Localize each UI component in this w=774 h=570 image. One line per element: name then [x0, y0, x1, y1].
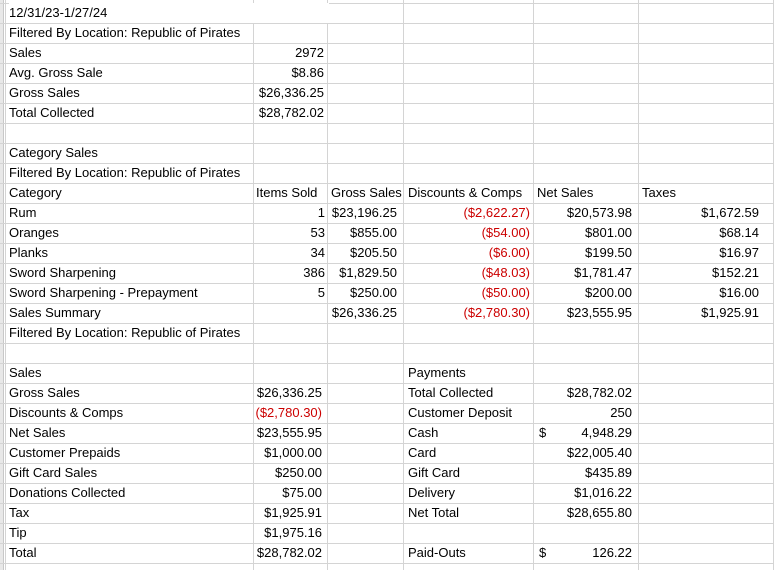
- payment-value-cell[interactable]: $22,005.40: [566, 445, 632, 460]
- taxes-cell[interactable]: $1,925.91: [701, 305, 759, 320]
- category-title-cell[interactable]: Category Sales: [9, 145, 98, 160]
- items-sold-cell[interactable]: 34: [310, 245, 325, 260]
- payments-title-cell[interactable]: Payments: [408, 365, 466, 380]
- gridline: [0, 123, 774, 124]
- payment-label-cell[interactable]: Cash: [408, 425, 439, 440]
- paid-outs-value-cell[interactable]: 126.22: [592, 545, 632, 560]
- category-name-cell[interactable]: Sword Sharpening: [9, 265, 116, 280]
- sales-label-cell[interactable]: Total: [9, 545, 37, 560]
- sales-value-cell[interactable]: ($2,780.30): [255, 405, 322, 420]
- gross-sales-cell[interactable]: $250.00: [350, 285, 397, 300]
- gross-sales-cell[interactable]: $205.50: [350, 245, 397, 260]
- net-sales-cell[interactable]: $199.50: [585, 245, 632, 260]
- category-filter-cell[interactable]: Filtered By Location: Republic of Pirates: [9, 165, 241, 180]
- gross-sales-cell[interactable]: $23,196.25: [331, 205, 397, 220]
- payment-value-cell[interactable]: $28,655.80: [566, 505, 632, 520]
- sales-label-cell[interactable]: Gift Card Sales: [9, 465, 98, 480]
- summary-label-total-collected[interactable]: Total Collected: [9, 105, 95, 120]
- net-sales-cell[interactable]: $20,573.98: [566, 205, 632, 220]
- discounts-cell[interactable]: ($6.00): [488, 245, 530, 260]
- summary-value-total-collected[interactable]: $28,782.02: [258, 105, 324, 120]
- gridline: [0, 563, 774, 564]
- items-sold-cell[interactable]: 5: [317, 285, 325, 300]
- sales-title-cell[interactable]: Sales: [9, 365, 42, 380]
- header-taxes[interactable]: Taxes: [642, 185, 676, 200]
- sales-label-cell[interactable]: Donations Collected: [9, 485, 126, 500]
- category-name-cell[interactable]: Oranges: [9, 225, 59, 240]
- sales-value-cell[interactable]: $1,925.91: [264, 505, 322, 520]
- items-sold-cell[interactable]: 1: [317, 205, 325, 220]
- header-category[interactable]: Category: [9, 185, 62, 200]
- summary-value-avg-gross-sale[interactable]: $8.86: [291, 65, 324, 80]
- sales-label-cell[interactable]: Customer Prepaids: [9, 445, 121, 460]
- filter-cell[interactable]: Filtered By Location: Republic of Pirates: [9, 25, 241, 40]
- summary-label-sales[interactable]: Sales: [9, 45, 42, 60]
- payment-value-cell[interactable]: $28,782.02: [566, 385, 632, 400]
- paid-outs-label-cell[interactable]: Paid-Outs: [408, 545, 466, 560]
- gross-sales-cell[interactable]: $26,336.25: [331, 305, 397, 320]
- header-discounts-comps[interactable]: Discounts & Comps: [408, 185, 523, 200]
- category-footer-filter[interactable]: Filtered By Location: Republic of Pirates: [9, 325, 241, 340]
- payment-label-cell[interactable]: Net Total: [408, 505, 460, 520]
- payment-label-cell[interactable]: Gift Card: [408, 465, 461, 480]
- category-name-cell[interactable]: Planks: [9, 245, 49, 260]
- summary-value-sales[interactable]: 2972: [295, 45, 324, 60]
- category-name-cell[interactable]: Rum: [9, 205, 37, 220]
- row-header-edge: [0, 0, 4, 570]
- taxes-cell[interactable]: $1,672.59: [701, 205, 759, 220]
- items-sold-cell[interactable]: 53: [310, 225, 325, 240]
- sales-value-cell[interactable]: $28,782.02: [256, 545, 322, 560]
- discounts-cell[interactable]: ($48.03): [481, 265, 530, 280]
- payment-label-cell[interactable]: Total Collected: [408, 385, 494, 400]
- gross-sales-cell[interactable]: $855.00: [350, 225, 397, 240]
- sales-label-cell[interactable]: Gross Sales: [9, 385, 80, 400]
- sales-value-cell[interactable]: $23,555.95: [256, 425, 322, 440]
- date-range-cell[interactable]: 12/31/23-1/27/24: [9, 3, 329, 23]
- sales-label-cell[interactable]: Tax: [9, 505, 30, 520]
- net-sales-cell[interactable]: $1,781.47: [574, 265, 632, 280]
- paid-outs-currency-cell[interactable]: $: [539, 545, 547, 560]
- discounts-cell[interactable]: ($2,780.30): [463, 305, 530, 320]
- summary-value-gross-sales[interactable]: $26,336.25: [258, 85, 324, 100]
- sales-label-cell[interactable]: Discounts & Comps: [9, 405, 124, 420]
- payment-value-cell[interactable]: $1,016.22: [574, 485, 632, 500]
- sales-value-cell[interactable]: $250.00: [275, 465, 322, 480]
- net-sales-cell[interactable]: $801.00: [585, 225, 632, 240]
- payment-value-cell[interactable]: 250: [610, 405, 632, 420]
- payment-label-cell[interactable]: Delivery: [408, 485, 455, 500]
- taxes-cell[interactable]: $16.00: [719, 285, 759, 300]
- payment-label-cell[interactable]: Customer Deposit: [408, 405, 513, 420]
- sales-value-cell[interactable]: $1,000.00: [264, 445, 322, 460]
- payment-label-cell[interactable]: Card: [408, 445, 437, 460]
- gridline: [5, 0, 6, 570]
- items-sold-cell[interactable]: [254, 303, 325, 323]
- header-items-sold[interactable]: Items Sold: [256, 185, 318, 200]
- header-gross-sales[interactable]: Gross Sales: [331, 185, 402, 200]
- sales-label-cell[interactable]: Tip: [9, 525, 27, 540]
- sales-value-cell[interactable]: $1,975.16: [264, 525, 322, 540]
- gridline: [0, 343, 774, 344]
- net-sales-cell[interactable]: $23,555.95: [566, 305, 632, 320]
- discounts-cell[interactable]: ($2,622.27): [463, 205, 530, 220]
- items-sold-cell[interactable]: 386: [303, 265, 325, 280]
- discounts-cell[interactable]: ($54.00): [481, 225, 530, 240]
- taxes-cell[interactable]: $16.97: [719, 245, 759, 260]
- summary-label-gross-sales[interactable]: Gross Sales: [9, 85, 80, 100]
- category-name-cell[interactable]: Sword Sharpening - Prepayment: [9, 285, 198, 300]
- sales-label-cell[interactable]: Net Sales: [9, 425, 66, 440]
- taxes-cell[interactable]: $68.14: [719, 225, 759, 240]
- sales-value-cell[interactable]: $75.00: [282, 485, 322, 500]
- payment-value-cell[interactable]: 4,948.29: [581, 425, 632, 440]
- gross-sales-cell[interactable]: $1,829.50: [339, 265, 397, 280]
- payment-currency-cell[interactable]: $: [539, 425, 547, 440]
- taxes-cell[interactable]: $152.21: [712, 265, 759, 280]
- summary-label-avg-gross-sale[interactable]: Avg. Gross Sale: [9, 65, 103, 80]
- discounts-cell[interactable]: ($50.00): [481, 285, 530, 300]
- category-name-cell[interactable]: Sales Summary: [9, 305, 101, 320]
- net-sales-cell[interactable]: $200.00: [585, 285, 632, 300]
- sales-value-cell[interactable]: $26,336.25: [256, 385, 322, 400]
- header-net-sales[interactable]: Net Sales: [537, 185, 594, 200]
- payment-value-cell[interactable]: $435.89: [585, 465, 632, 480]
